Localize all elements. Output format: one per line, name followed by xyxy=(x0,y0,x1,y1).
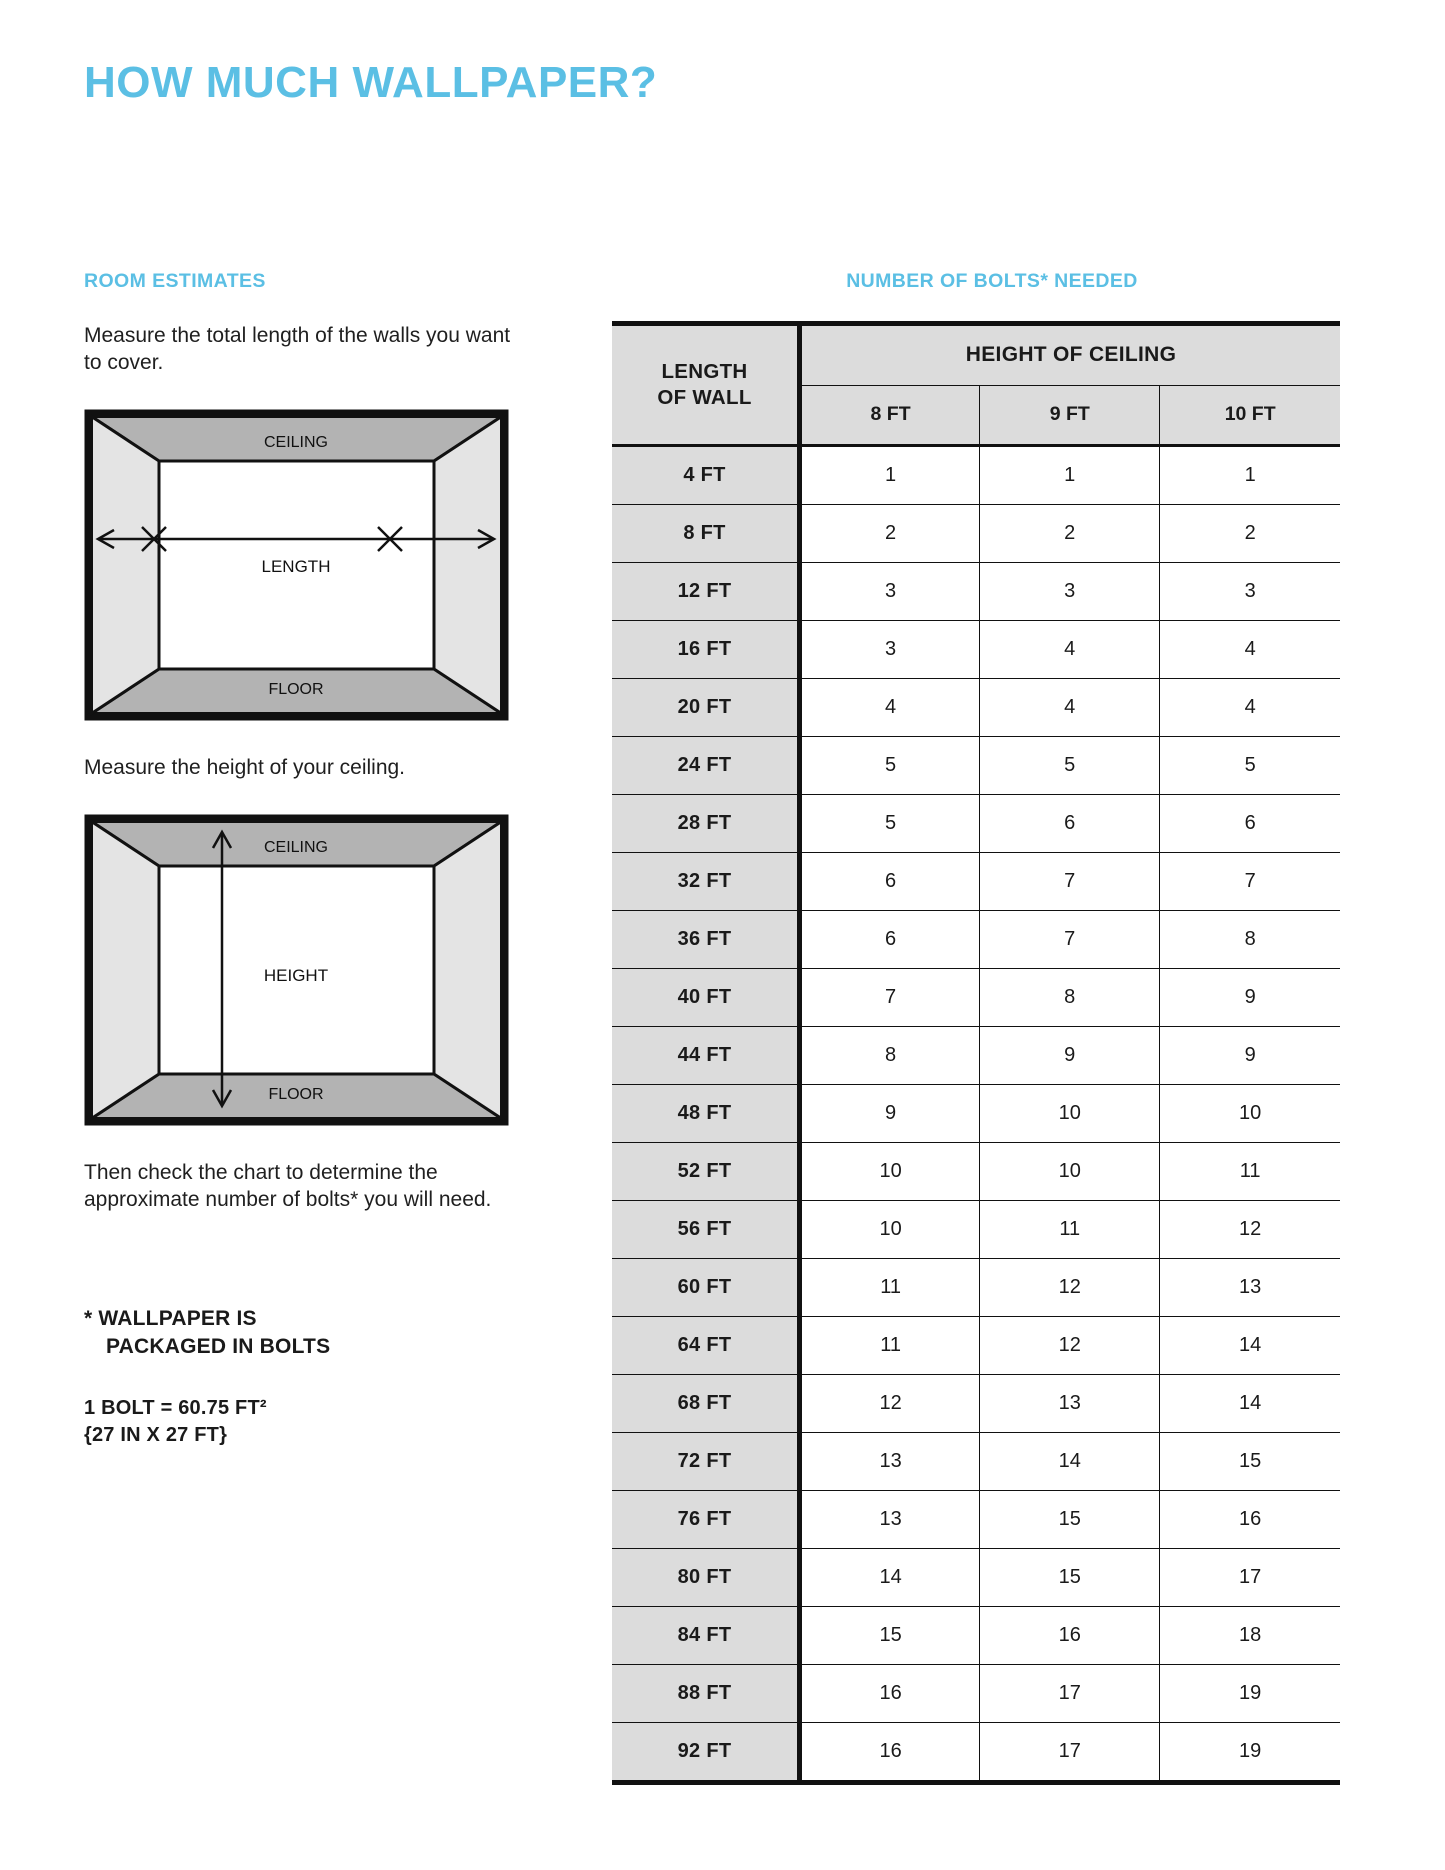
header-length-line-2: OF WALL xyxy=(657,386,752,409)
cell-bolts-count: 12 xyxy=(1160,1201,1340,1259)
cell-bolts-count: 5 xyxy=(800,795,980,853)
cell-bolts-count: 17 xyxy=(980,1665,1160,1723)
cell-bolts-count: 13 xyxy=(800,1433,980,1491)
bolts-table-column xyxy=(612,270,1372,1785)
cell-bolts-count: 16 xyxy=(1160,1491,1340,1549)
row-label-length: 16 FT xyxy=(612,621,800,679)
cell-bolts-count: 2 xyxy=(1160,505,1340,563)
table-row xyxy=(612,1549,1340,1607)
bolt-area-line: 1 BOLT = 60.75 FT² xyxy=(84,1396,267,1419)
cell-bolts-count: 16 xyxy=(980,1607,1160,1665)
cell-bolts-count: 17 xyxy=(980,1723,1160,1783)
row-label-length: 20 FT xyxy=(612,679,800,737)
cell-bolts-count: 10 xyxy=(1160,1085,1340,1143)
cell-bolts-count: 11 xyxy=(980,1201,1160,1259)
table-row xyxy=(612,1433,1340,1491)
row-label-length: 48 FT xyxy=(612,1085,800,1143)
row-label-length: 52 FT xyxy=(612,1143,800,1201)
section-heading-room-estimates: ROOM ESTIMATES xyxy=(84,270,266,292)
cell-bolts-count: 13 xyxy=(1160,1259,1340,1317)
table-row xyxy=(612,911,1340,969)
cell-bolts-count: 10 xyxy=(980,1143,1160,1201)
cell-bolts-count: 11 xyxy=(1160,1143,1340,1201)
cell-bolts-count: 10 xyxy=(800,1143,980,1201)
header-length-line-1: LENGTH xyxy=(661,360,748,384)
table-row xyxy=(612,563,1340,621)
cell-bolts-count: 3 xyxy=(1160,563,1340,621)
cell-bolts-count: 6 xyxy=(800,853,980,911)
cell-bolts-count: 19 xyxy=(1160,1665,1340,1723)
cell-bolts-count: 7 xyxy=(980,853,1160,911)
header-ceiling-9ft: 9 FT xyxy=(980,385,1160,446)
section-heading-bolts-needed: NUMBER OF BOLTS* NEEDED xyxy=(846,270,1138,292)
header-length-of-wall xyxy=(612,324,800,446)
bolts-table-body xyxy=(612,446,1340,1783)
cell-bolts-count: 3 xyxy=(800,621,980,679)
cell-bolts-count: 6 xyxy=(1160,795,1340,853)
bolts-table-head xyxy=(612,324,1340,446)
cell-bolts-count: 14 xyxy=(1160,1317,1340,1375)
row-label-length: 36 FT xyxy=(612,911,800,969)
table-row xyxy=(612,1201,1340,1259)
cell-bolts-count: 15 xyxy=(1160,1433,1340,1491)
cell-bolts-count: 15 xyxy=(980,1549,1160,1607)
step-1-text: Measure the total length of the walls you want to cover. xyxy=(84,324,511,374)
row-label-length: 12 FT xyxy=(612,563,800,621)
cell-bolts-count: 3 xyxy=(800,563,980,621)
cell-bolts-count: 2 xyxy=(800,505,980,563)
cell-bolts-count: 14 xyxy=(800,1549,980,1607)
row-label-length: 28 FT xyxy=(612,795,800,853)
room-estimates-column xyxy=(84,270,514,1449)
table-row xyxy=(612,795,1340,853)
table-row xyxy=(612,621,1340,679)
cell-bolts-count: 9 xyxy=(800,1085,980,1143)
cell-bolts-count: 1 xyxy=(980,446,1160,505)
cell-bolts-count: 13 xyxy=(980,1375,1160,1433)
table-row xyxy=(612,1027,1340,1085)
table-row xyxy=(612,969,1340,1027)
cell-bolts-count: 1 xyxy=(800,446,980,505)
cell-bolts-count: 13 xyxy=(800,1491,980,1549)
cell-bolts-count: 15 xyxy=(800,1607,980,1665)
cell-bolts-count: 5 xyxy=(1160,737,1340,795)
cell-bolts-count: 5 xyxy=(800,737,980,795)
room-diagram-height xyxy=(84,814,509,1126)
row-label-length: 64 FT xyxy=(612,1317,800,1375)
diagram-floor-label: FLOOR xyxy=(268,680,324,698)
cell-bolts-count: 12 xyxy=(800,1375,980,1433)
step-2-text: Measure the height of your ceiling. xyxy=(84,755,406,779)
table-row xyxy=(612,679,1340,737)
cell-bolts-count: 6 xyxy=(980,795,1160,853)
table-row xyxy=(612,1491,1340,1549)
footnote-line-1: * WALLPAPER IS xyxy=(84,1307,257,1331)
cell-bolts-count: 7 xyxy=(1160,853,1340,911)
row-label-length: 92 FT xyxy=(612,1723,800,1783)
cell-bolts-count: 15 xyxy=(980,1491,1160,1549)
table-row xyxy=(612,1317,1340,1375)
cell-bolts-count: 4 xyxy=(1160,621,1340,679)
bolt-dimensions-line: {27 IN X 27 FT} xyxy=(84,1423,228,1446)
row-label-length: 88 FT xyxy=(612,1665,800,1723)
cell-bolts-count: 4 xyxy=(800,679,980,737)
cell-bolts-count: 1 xyxy=(1160,446,1340,505)
cell-bolts-count: 16 xyxy=(800,1665,980,1723)
row-label-length: 40 FT xyxy=(612,969,800,1027)
table-row xyxy=(612,1665,1340,1723)
cell-bolts-count: 11 xyxy=(800,1317,980,1375)
row-label-length: 80 FT xyxy=(612,1549,800,1607)
cell-bolts-count: 14 xyxy=(1160,1375,1340,1433)
bolts-table xyxy=(612,321,1340,1785)
row-label-length: 32 FT xyxy=(612,853,800,911)
cell-bolts-count: 18 xyxy=(1160,1607,1340,1665)
cell-bolts-count: 12 xyxy=(980,1317,1160,1375)
room-diagram-length xyxy=(84,409,509,721)
cell-bolts-count: 19 xyxy=(1160,1723,1340,1783)
bolt-equivalence xyxy=(84,1395,514,1449)
cell-bolts-count: 8 xyxy=(980,969,1160,1027)
table-row xyxy=(612,505,1340,563)
table-row xyxy=(612,1375,1340,1433)
cell-bolts-count: 2 xyxy=(980,505,1160,563)
diagram-ceiling-label: CEILING xyxy=(263,433,329,451)
table-row xyxy=(612,737,1340,795)
cell-bolts-count: 3 xyxy=(980,563,1160,621)
footnote-line-2: PACKAGED IN BOLTS xyxy=(106,1335,331,1359)
table-row xyxy=(612,1143,1340,1201)
cell-bolts-count: 11 xyxy=(800,1259,980,1317)
table-row xyxy=(612,1085,1340,1143)
diagram-floor-label: FLOOR xyxy=(268,1085,324,1103)
table-row xyxy=(612,853,1340,911)
row-label-length: 72 FT xyxy=(612,1433,800,1491)
cell-bolts-count: 14 xyxy=(980,1433,1160,1491)
row-label-length: 76 FT xyxy=(612,1491,800,1549)
row-label-length: 8 FT xyxy=(612,505,800,563)
step-3-text: Then check the chart to determine the approximate number of bolts* you will need. xyxy=(84,1160,492,1211)
cell-bolts-count: 4 xyxy=(980,679,1160,737)
cell-bolts-count: 9 xyxy=(1160,969,1340,1027)
cell-bolts-count: 7 xyxy=(980,911,1160,969)
diagram-height-label: HEIGHT xyxy=(263,965,329,985)
header-ceiling-10ft: 10 FT xyxy=(1160,385,1340,446)
header-ceiling-8ft: 8 FT xyxy=(800,385,980,446)
cell-bolts-count: 4 xyxy=(1160,679,1340,737)
table-row xyxy=(612,1723,1340,1783)
cell-bolts-count: 10 xyxy=(800,1201,980,1259)
cell-bolts-count: 12 xyxy=(980,1259,1160,1317)
row-label-length: 44 FT xyxy=(612,1027,800,1085)
table-row xyxy=(612,1607,1340,1665)
table-row xyxy=(612,1259,1340,1317)
footnote-wallpaper-bolts xyxy=(84,1305,514,1360)
row-label-length: 60 FT xyxy=(612,1259,800,1317)
cell-bolts-count: 8 xyxy=(800,1027,980,1085)
cell-bolts-count: 6 xyxy=(800,911,980,969)
cell-bolts-count: 5 xyxy=(980,737,1160,795)
row-label-length: 4 FT xyxy=(612,446,800,505)
table-row xyxy=(612,446,1340,505)
row-label-length: 68 FT xyxy=(612,1375,800,1433)
row-label-length: 56 FT xyxy=(612,1201,800,1259)
diagram-ceiling-label: CEILING xyxy=(263,838,329,856)
cell-bolts-count: 4 xyxy=(980,621,1160,679)
diagram-length-label: LENGTH xyxy=(261,556,331,576)
row-label-length: 24 FT xyxy=(612,737,800,795)
cell-bolts-count: 9 xyxy=(980,1027,1160,1085)
table-header-row-1 xyxy=(612,324,1340,386)
cell-bolts-count: 7 xyxy=(800,969,980,1027)
cell-bolts-count: 9 xyxy=(1160,1027,1340,1085)
cell-bolts-count: 10 xyxy=(980,1085,1160,1143)
cell-bolts-count: 17 xyxy=(1160,1549,1340,1607)
header-height-of-ceiling: HEIGHT OF CEILING xyxy=(800,324,1341,386)
cell-bolts-count: 8 xyxy=(1160,911,1340,969)
page-title: HOW MUCH WALLPAPER? xyxy=(84,58,658,107)
row-label-length: 84 FT xyxy=(612,1607,800,1665)
cell-bolts-count: 16 xyxy=(800,1723,980,1783)
